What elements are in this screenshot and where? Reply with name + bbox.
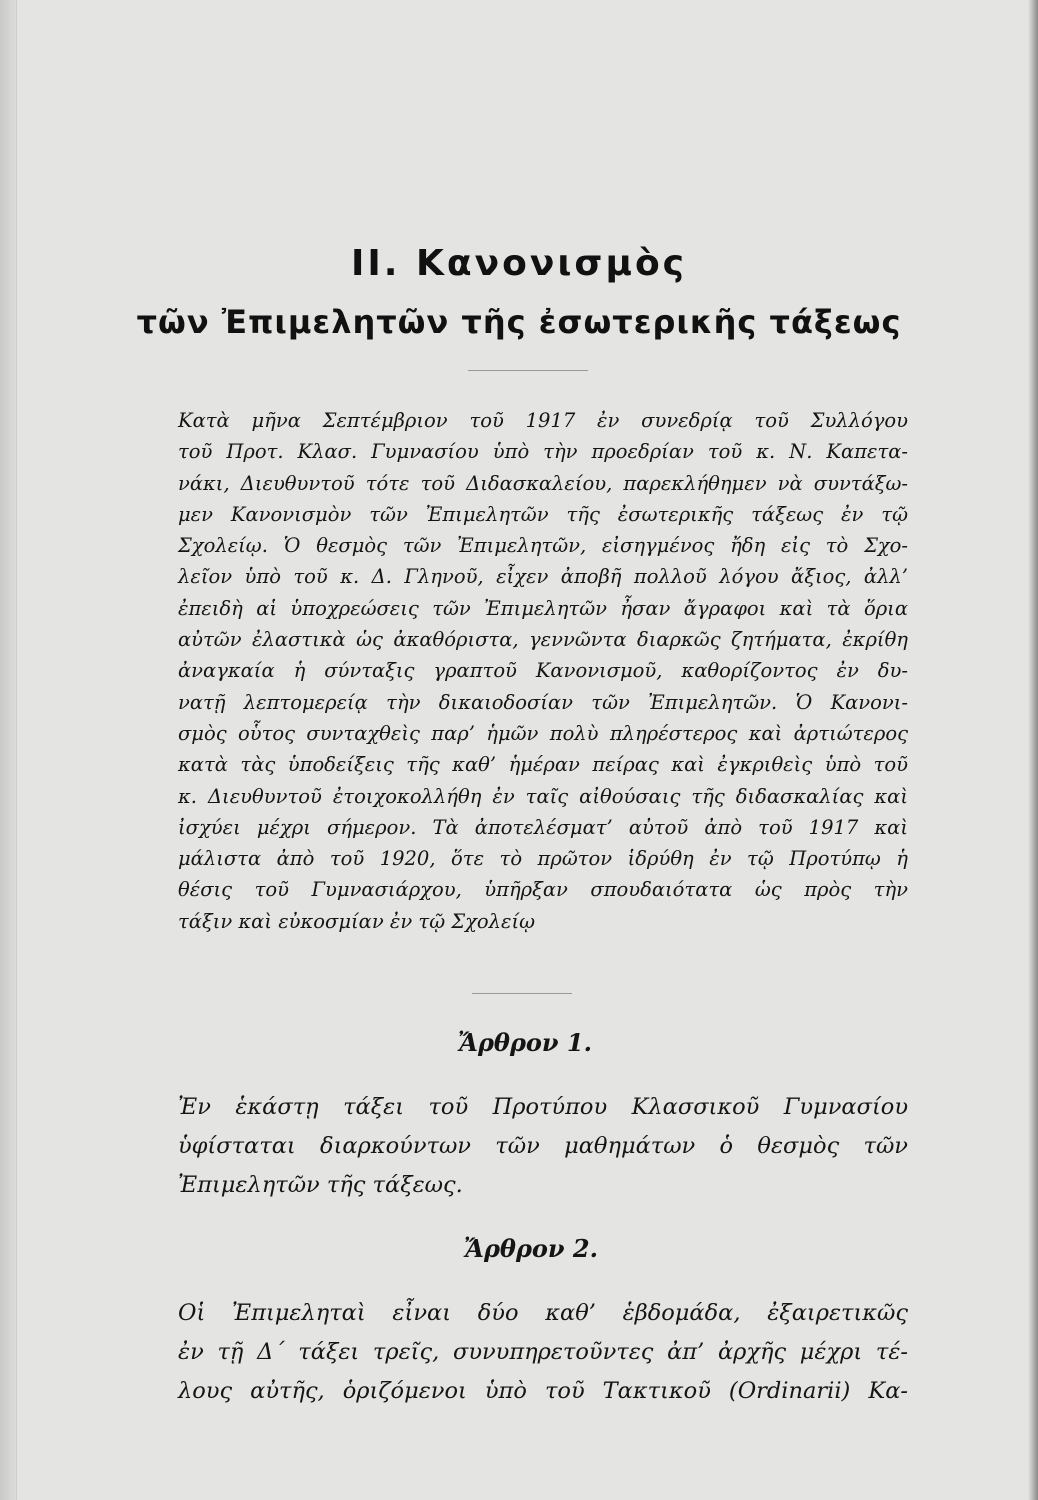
- intro-line: ἀναγκαία ἡ σύνταξις γραπτοῦ Κανονισμοῦ, καθορίζοντος ἐν δυ-: [178, 659, 908, 683]
- intro-line: σμὸς οὗτος συνταχθεὶς παρ’ ἡμῶν πολὺ πληρέστερος καὶ ἀρτιώτερος: [178, 721, 908, 745]
- section-subtitle: τῶν Ἐπιμελητῶν τῆς ἐσωτερικῆς τάξεως: [136, 303, 902, 341]
- article-1-line: Ἐπιμελητῶν τῆς τάξεως.: [178, 1172, 463, 1198]
- intro-line: αὐτῶν ἐλαστικὰ ὡς ἀκαθόριστα, γεννῶντα διαρκῶς ζητήματα, ἐκρίθη: [178, 628, 908, 652]
- intro-line: νάκι, Διευθυντοῦ τότε τοῦ Διδασκαλείου, παρεκλήθημεν νὰ συντάξω-: [178, 471, 908, 495]
- article-2-body: [178, 1294, 908, 1411]
- intro-line: ἰσχύει μέχρι σήμερον. Τὰ ἀποτελέσματ’ αὐτοῦ ἀπὸ τοῦ 1917 καὶ: [178, 815, 908, 839]
- page-spine-shadow: [0, 0, 17, 1500]
- section-title: ΙΙ. Κανονισμὸς: [350, 243, 688, 284]
- article-2-line: ἐν τῇ Δ΄ τάξει τρεῖς, συνυπηρετοῦντες ἀπ’ ἀρχῆς μέχρι τέ-: [178, 1339, 908, 1365]
- intro-line: τοῦ Προτ. Κλασ. Γυμνασίου ὑπὸ τὴν προεδρίαν τοῦ κ. Ν. Καπετα-: [178, 440, 908, 464]
- intro-line: ἐπειδὴ αἱ ὑποχρεώσεις τῶν Ἐπιμελητῶν ἦσαν ἄγραφοι καὶ τὰ ὅρια: [178, 596, 908, 620]
- article-2-line: Οἱ Ἐπιμεληταὶ εἶναι δύο καθ’ ἑβδομάδα, ἐξαιρετικῶς: [178, 1300, 908, 1326]
- intro-line: νατῇ λεπτομερείᾳ τὴν δικαιοδοσίαν τῶν Ἐπιμελητῶν. Ὁ Κανονι-: [178, 690, 908, 714]
- article-1-line: ὑφίσταται διαρκούντων τῶν μαθημάτων ὁ θεσμὸς τῶν: [178, 1133, 908, 1159]
- intro-line: μάλιστα ἀπὸ τοῦ 1920, ὅτε τὸ πρῶτον ἱδρύθη ἐν τῷ Προτύπῳ ἡ: [178, 847, 908, 871]
- article-1-body: [178, 1088, 908, 1205]
- article-1-line: Ἐν ἑκάστῃ τάξει τοῦ Προτύπου Κλασσικοῦ Γυμνασίου: [178, 1094, 908, 1120]
- page-edge-shadow: [1028, 0, 1038, 1500]
- intro-paragraph: [178, 405, 908, 937]
- intro-line: τάξιν καὶ εὐκοσμίαν ἐν τῷ Σχολείῳ: [178, 909, 536, 933]
- intro-line: Κατὰ μῆνα Σεπτέμβριον τοῦ 1917 ἐν συνεδρίᾳ τοῦ Συλλόγου: [178, 409, 908, 432]
- intro-line: θέσις τοῦ Γυμνασιάρχου, ὑπῆρξαν σπουδαιότατα ὡς πρὸς τὴν: [178, 878, 908, 902]
- article-divider: [472, 993, 572, 994]
- intro-line: κ. Διευθυντοῦ ἐτοιχοκολλήθη ἐν ταῖς αἰθούσαις τῆς διδασκαλίας καὶ: [178, 784, 908, 808]
- intro-line: κατὰ τὰς ὑποδείξεις τῆς καθ’ ἡμέραν πείρας καὶ ἐγκριθεὶς ὑπὸ τοῦ: [178, 753, 908, 777]
- article-2-line: λους αὐτῆς, ὁριζόμενοι ὑπὸ τοῦ Τακτικοῦ (Ordinarii) Κα-: [178, 1378, 908, 1404]
- intro-line: λεῖον ὑπὸ τοῦ κ. Δ. Γληνοῦ, εἶχεν ἀποβῆ πολλοῦ λόγου ἄξιος, ἀλλ’: [178, 565, 908, 589]
- title-divider: [468, 370, 588, 371]
- intro-line: Σχολείῳ. Ὁ θεσμὸς τῶν Ἐπιμελητῶν, εἰσηγμένος ἤδη εἰς τὸ Σχο-: [178, 534, 908, 558]
- article-2-title: Ἄρθρον 2.: [464, 1234, 598, 1263]
- intro-line: μεν Κανονισμὸν τῶν Ἐπιμελητῶν τῆς ἐσωτερικῆς τάξεως ἐν τῷ: [178, 502, 908, 526]
- article-1-title: Ἄρθρον 1.: [458, 1028, 592, 1057]
